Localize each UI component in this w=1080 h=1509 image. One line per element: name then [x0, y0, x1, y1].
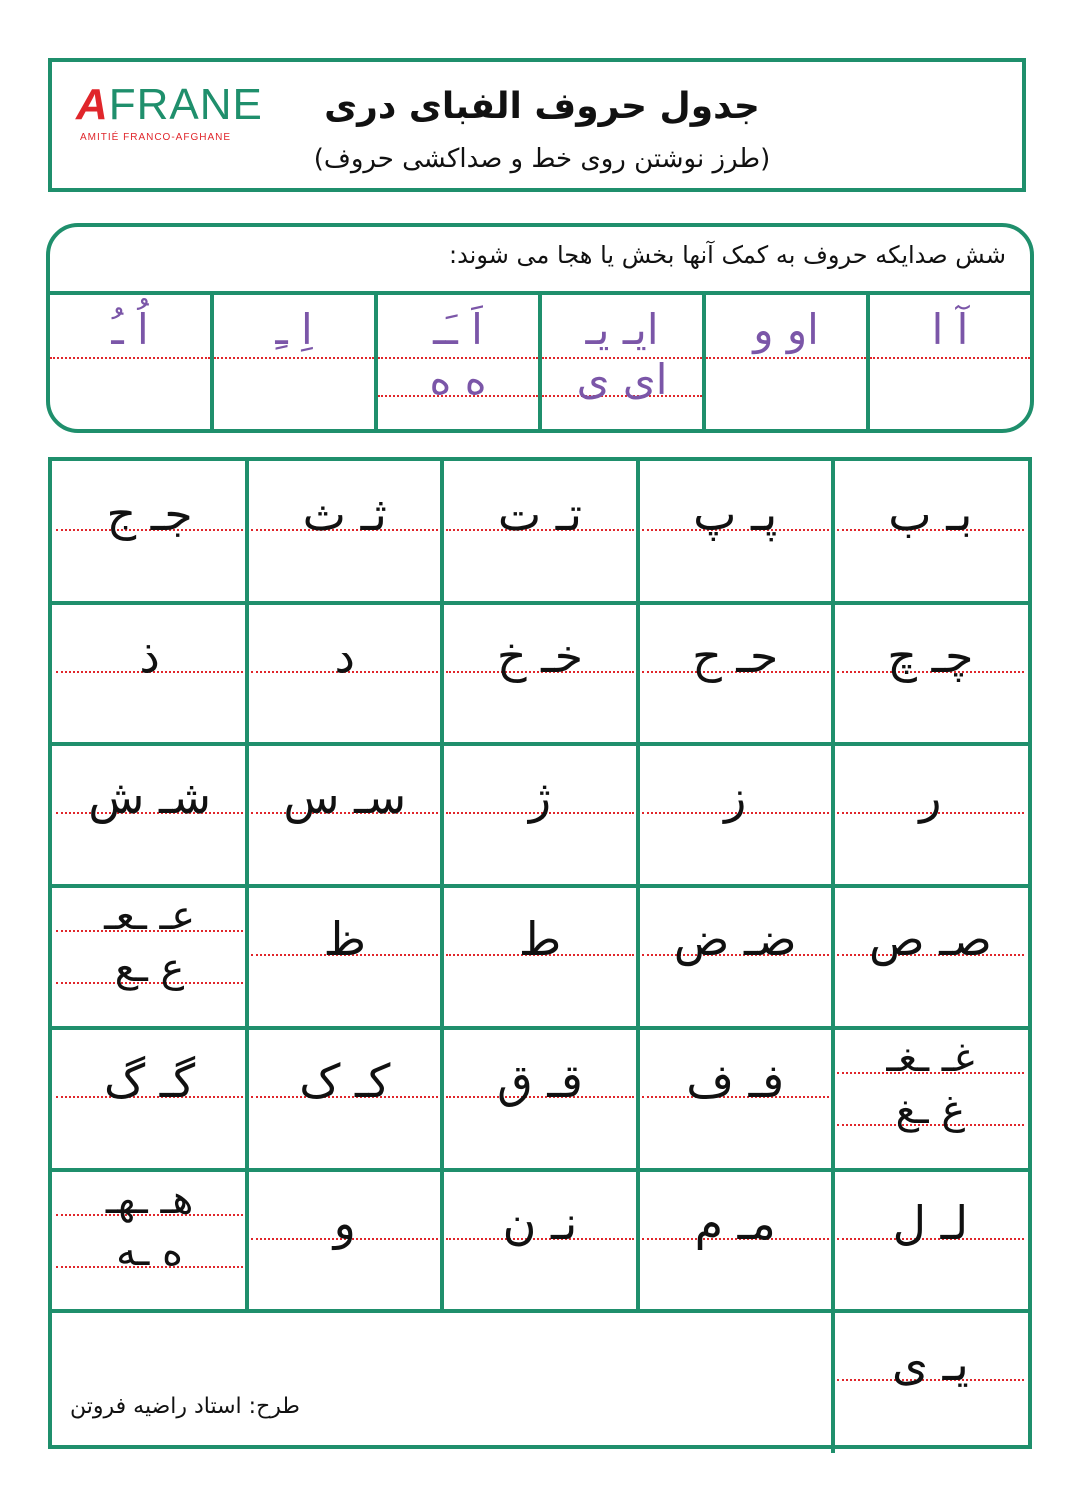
- letter-form-top: ضـ ض: [673, 912, 797, 967]
- letter-cell: [247, 886, 442, 1028]
- letter-cell: [442, 744, 637, 886]
- letter-cell: [833, 1170, 1028, 1312]
- credit-text: طرح: استاد راضیه فروتن: [70, 1394, 300, 1419]
- letter-cell: [247, 1170, 442, 1312]
- letter-cell: [442, 886, 637, 1028]
- letter-form-top: و: [333, 1195, 356, 1250]
- letter-cell: [833, 1028, 1028, 1170]
- vowel-cell: [210, 295, 374, 429]
- letter-form-bottom: ه ـه: [116, 1228, 184, 1275]
- letter-cell: [833, 1311, 1028, 1453]
- vowels-heading: شش صدایکه حروف به کمک آنها بخش یا هجا می شوند:: [449, 241, 1006, 269]
- letter-cell: [833, 886, 1028, 1028]
- vowel-cell: [866, 295, 1030, 429]
- letter-cell: [638, 886, 833, 1028]
- letter-form-top: ذ: [139, 628, 160, 683]
- letter-cell: [52, 603, 247, 745]
- letters-grid: [48, 457, 1032, 1449]
- letter-cell: [247, 744, 442, 886]
- letter-form-top: سـ س: [283, 770, 407, 825]
- letter-cell: [638, 1028, 833, 1170]
- vowel-form-top: اِ ـِ: [275, 305, 313, 354]
- letter-form-top: غـ ـغـ: [886, 1034, 975, 1081]
- letter-cell: [247, 461, 442, 603]
- vowels-box: [46, 223, 1034, 433]
- letter-cell: [52, 1028, 247, 1170]
- letter-form-top: د: [334, 628, 356, 683]
- letter-cell: [833, 603, 1028, 745]
- letter-form-top: قـ ق: [497, 1053, 583, 1108]
- letter-form-top: حـ ح: [692, 628, 779, 683]
- letter-cell: [442, 603, 637, 745]
- letter-form-top: جـ ج: [106, 487, 193, 541]
- letter-form-top: تـ ت: [497, 487, 583, 541]
- letter-cell: [247, 1028, 442, 1170]
- letter-cell: [638, 461, 833, 603]
- letter-form-bottom: غ ـغ: [895, 1086, 966, 1133]
- letter-form-top: چـ چ: [887, 628, 974, 683]
- letter-cell: [52, 744, 247, 886]
- vowel-row: [50, 291, 1030, 429]
- vowel-form-top: اُ ـُ: [111, 305, 149, 354]
- letter-form-top: گـ گ: [104, 1053, 196, 1108]
- logo-wordmark: AFRANE: [76, 80, 263, 129]
- letter-form-bottom: ع ـع: [114, 945, 185, 992]
- guide-line: [706, 357, 866, 359]
- vowel-form-bottom: ای ی: [576, 355, 668, 404]
- vowel-cell: [702, 295, 866, 429]
- letter-cell: [52, 461, 247, 603]
- letter-cell: [247, 603, 442, 745]
- letter-cell: [52, 1170, 247, 1312]
- letter-form-top: عـ ـعـ: [104, 893, 196, 940]
- letter-form-top: مـ م: [694, 1195, 776, 1250]
- logo-text: FRANE: [108, 80, 263, 129]
- vowel-form-top: آ ا: [931, 305, 969, 354]
- header-box: [48, 58, 1026, 192]
- letter-form-top: فـ ف: [686, 1053, 785, 1108]
- letter-cell: [52, 886, 247, 1028]
- afrane-logo: [76, 76, 263, 146]
- logo-tagline: AMITIÉ FRANCO-AFGHANE: [80, 132, 232, 143]
- letter-form-top: بـ ب: [888, 487, 973, 541]
- letter-cell: [833, 461, 1028, 603]
- vowel-form-top: او و: [753, 305, 819, 354]
- letter-form-top: ثـ ث: [302, 487, 387, 541]
- letter-form-top: ظ: [323, 912, 367, 967]
- letter-form-top: پـ پ: [693, 487, 778, 541]
- letter-cell: [638, 1170, 833, 1312]
- vowel-cell: [374, 295, 538, 429]
- letter-form-top: شـ ش: [88, 770, 211, 825]
- letter-form-top: هـ ـهـ: [105, 1176, 194, 1223]
- letter-form-top: یـ ی: [891, 1337, 969, 1392]
- vowel-form-top: ایـ یـ: [585, 305, 659, 354]
- letter-form-top: لـ ل: [892, 1195, 969, 1250]
- letter-cell: [442, 1028, 637, 1170]
- page-title: جدول حروف الفبای دری: [324, 86, 760, 127]
- guide-line: [214, 357, 374, 359]
- page-subtitle: (طرز نوشتن روی خط و صداکشی حروف): [313, 144, 771, 174]
- letter-form-top: صـ ص: [869, 912, 992, 967]
- letter-form-top: ر: [919, 770, 942, 825]
- letter-cell: [442, 461, 637, 603]
- vowel-form-bottom: ه ه: [429, 355, 487, 404]
- letter-form-top: ط: [518, 912, 562, 967]
- guide-line: [870, 357, 1030, 359]
- letter-cell: [442, 1170, 637, 1312]
- letter-cell: [833, 744, 1028, 886]
- guide-line: [50, 357, 210, 359]
- letter-form-top: خـ خ: [496, 628, 584, 683]
- letter-cell: [638, 603, 833, 745]
- vowel-form-top: اَ ـَـ: [433, 305, 483, 354]
- vowel-cell: [538, 295, 702, 429]
- letter-form-top: ز: [724, 770, 747, 825]
- letter-cell: [638, 744, 833, 886]
- letter-form-top: کـ ک: [299, 1053, 391, 1108]
- vowel-cell: [50, 295, 210, 429]
- letter-form-top: ژ: [528, 770, 552, 825]
- letter-form-top: نـ ن: [502, 1195, 578, 1250]
